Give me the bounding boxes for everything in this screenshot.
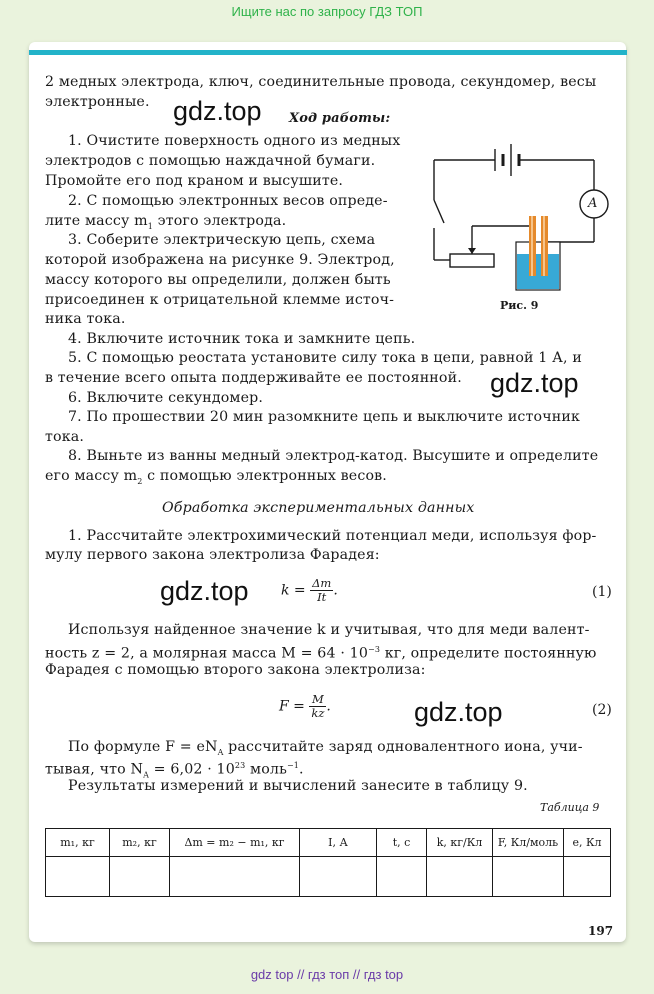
table-header-cell: Δm = m₂ − m₁, кг	[170, 829, 300, 857]
step5-line1: 5. С помощью реостата установите силу тока в цепи, равной 1 А, и	[68, 350, 582, 366]
table-cell	[110, 857, 170, 897]
step3-line4: присоединен к отрицательной клемме источ-	[45, 292, 395, 308]
figure-caption: Рис. 9	[500, 299, 539, 312]
processing-heading: Обработка экспериментальных данных	[162, 500, 475, 516]
table-cell	[377, 857, 427, 897]
equation-number-2: (2)	[592, 702, 612, 718]
step8-line1: 8. Выньте из ванны медный электрод-катод. Высушите и определите	[68, 448, 599, 464]
formula-2: F = $\frac{M}{kz}$ .	[279, 692, 331, 720]
top-banner[interactable]: Ищите нас по запросу ГДЗ ТОП	[231, 4, 423, 19]
table-header-cell: m₂, кг	[110, 829, 170, 857]
table-header-row	[46, 829, 611, 857]
watermark: gdz.top	[173, 96, 262, 126]
formula-1: k = $\frac{\Delta m}{It}$ .	[281, 576, 338, 604]
processing-line1: 1. Рассчитайте электрохимический потенциал меди, используя фор-	[68, 528, 597, 544]
ammeter-label: A	[588, 196, 598, 211]
table-cell	[564, 857, 611, 897]
step5-line2: в течение всего опыта поддерживайте ее постоянной.	[45, 370, 462, 386]
rheostat	[450, 254, 494, 267]
step2-line2: лите массу $m_1$ этого электрода.	[45, 213, 287, 231]
paragraph-valence-1: Используя найденное значение k и учитывая, что для меди валент-	[68, 622, 590, 638]
table-caption: Таблица 9	[540, 801, 600, 814]
paragraph-valence-2: ность z = 2, а молярная масса $M = 64 \cdot 10^{-3}$ кг, определите постоянную	[45, 645, 597, 662]
step1-line3: Промойте его под краном и высушите.	[45, 173, 344, 189]
step3-line2: которой изображена на рисунке 9. Электрод,	[45, 252, 395, 268]
watermark: gdz.top	[414, 697, 503, 727]
circuit-diagram	[420, 130, 620, 300]
switch	[434, 200, 444, 223]
table-cell	[46, 857, 110, 897]
step2-line1: 2. С помощью электронных весов опреде-	[68, 193, 388, 209]
paragraph-charge-1: По формуле $F = eN_A$ рассчитайте заряд одновалентного иона, учи-	[68, 739, 583, 757]
step3-line5: ника тока.	[45, 311, 126, 327]
watermark: gdz.top	[490, 368, 579, 398]
paragraph-results: Результаты измерений и вычислений занесите в таблицу 9.	[68, 778, 528, 794]
page-header-rule	[29, 50, 627, 55]
step3-line1: 3. Соберите электрическую цепь, схема	[68, 232, 376, 248]
watermark: gdz.top	[160, 576, 249, 606]
step6-line1: 6. Включите секундомер.	[68, 390, 264, 406]
intro-line-2: электронные.	[45, 94, 150, 110]
intro-line-1: 2 медных электрода, ключ, соединительные провода, секундомер, весы	[45, 74, 597, 90]
table-header-cell: e, Кл	[564, 829, 611, 857]
page-number: 197	[588, 924, 614, 938]
table-header-cell: t, с	[377, 829, 427, 857]
bottom-banner[interactable]: gdz top // гдз топ // гдз top	[250, 967, 404, 982]
table-header-cell: I, А	[300, 829, 377, 857]
table-header-cell: F, Кл/моль	[493, 829, 564, 857]
step7-line1: 7. По прошествии 20 мин разомкните цепь и выключите источник	[68, 409, 580, 425]
table-cell	[493, 857, 564, 897]
step1-line1: 1. Очистите поверхность одного из медных	[68, 133, 401, 149]
table-header-cell: m₁, кг	[46, 829, 110, 857]
equation-number-1: (1)	[592, 584, 612, 600]
table-cell	[170, 857, 300, 897]
step3-line3: массу которого вы определили, должен быть	[45, 272, 391, 288]
results-table	[45, 828, 611, 897]
procedure-heading: Ход работы:	[289, 111, 391, 126]
step8-line2: его массу $m_2$ с помощью электронных весов.	[45, 468, 387, 486]
table-row	[46, 857, 611, 897]
step4-line1: 4. Включите источник тока и замкните цепь.	[68, 331, 416, 347]
table-header-cell: k, кг/Кл	[427, 829, 493, 857]
paragraph-charge-2: тывая, что $N_A = 6,02 \cdot 10^{23}$ моль$^{-1}$.	[45, 761, 304, 780]
step7-line2: тока.	[45, 429, 84, 445]
paragraph-valence-3: Фарадея с помощью второго закона электролиза:	[45, 662, 426, 678]
step1-line2: электродов с помощью наждачной бумаги.	[45, 153, 376, 169]
processing-line2: мулу первого закона электролиза Фарадея:	[45, 547, 380, 563]
table-cell	[300, 857, 377, 897]
table-cell	[427, 857, 493, 897]
